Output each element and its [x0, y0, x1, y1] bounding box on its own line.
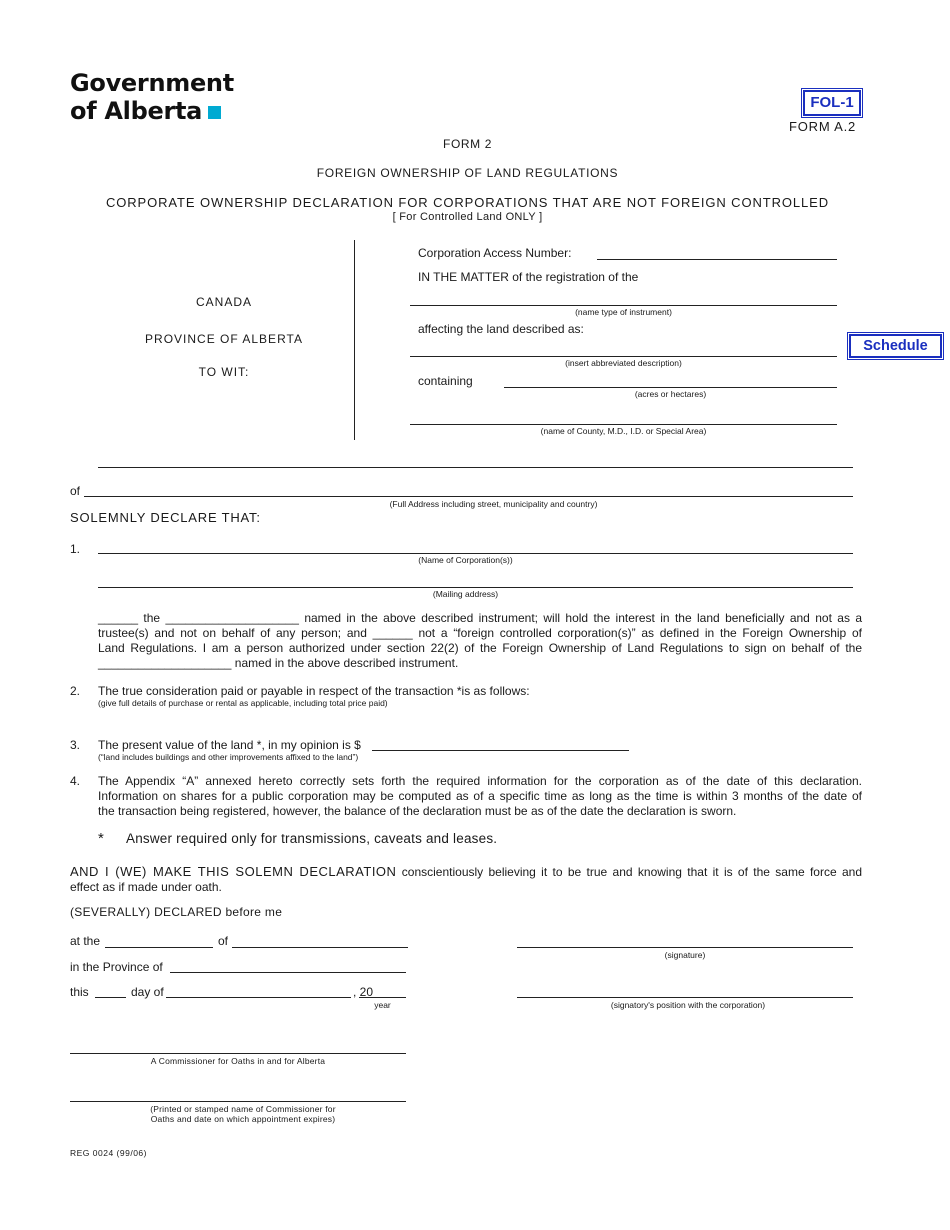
vertical-divider — [354, 240, 355, 440]
item-4-paragraph — [98, 774, 862, 819]
land-value-field[interactable] — [372, 750, 629, 751]
year-field[interactable] — [359, 997, 406, 998]
at-the-field[interactable] — [105, 947, 213, 948]
province-field[interactable] — [170, 972, 406, 973]
mailing-caption: (Mailing address) — [432, 589, 499, 599]
signature-caption: (signature) — [664, 950, 706, 960]
to-wit-label: TO WIT: — [198, 365, 250, 379]
closing-rest-1: conscientiously believing it to be true and knowing that it is of the same force and — [401, 865, 862, 879]
affecting-label: affecting the land described as: — [418, 322, 584, 336]
footer-code: REG 0024 (99/06) — [70, 1148, 147, 1158]
year-caption: year — [374, 1000, 391, 1010]
printed-name-caption — [70, 1104, 416, 1124]
form-a2-label: FORM A.2 — [789, 119, 857, 134]
severally-declared: (SEVERALLY) DECLARED before me — [70, 905, 283, 919]
solemnly-declare-heading: SOLEMNLY DECLARE THAT: — [70, 510, 261, 525]
closing-line-1 — [70, 864, 862, 880]
land-description-field[interactable] — [410, 356, 837, 357]
access-number-label: Corporation Access Number: — [418, 246, 572, 260]
in-the-matter-text: IN THE MATTER of the registration of the — [418, 270, 639, 284]
of-place-label: of — [218, 934, 229, 948]
province-label: PROVINCE OF ALBERTA — [145, 332, 303, 346]
item-4-number: 4. — [70, 774, 81, 788]
closing-lead: AND I (WE) MAKE THIS SOLEMN DECLARATION — [70, 864, 397, 879]
day-of-label: day of — [131, 985, 164, 999]
mailing-address-field[interactable] — [98, 587, 853, 588]
in-province-label: in the Province of — [70, 960, 163, 974]
canada-label: CANADA — [195, 295, 252, 309]
county-field[interactable] — [410, 424, 837, 425]
access-number-field[interactable] — [597, 259, 837, 260]
item-4-line-3: the transaction being registered, however, the balance of the declaration must be as of the date the declaration is sworn. — [98, 804, 737, 818]
note-text: Answer required only for transmissions, caveats and leases. — [126, 831, 498, 846]
item-2-caption: (give full details of purchase or rental as applicable, including total price paid) — [98, 698, 388, 708]
signature-field[interactable] — [517, 947, 853, 948]
item-1-line-2: trustee(s) and not on behalf of any person; and ______ not a “foreign controlled corporation(s)” as defined in the Foreign Ownership of — [98, 626, 862, 640]
declarant-address-field[interactable] — [84, 496, 853, 497]
year-prefix: , 20 — [353, 985, 374, 999]
declarant-name-field[interactable] — [98, 467, 853, 468]
of-label: of — [70, 484, 81, 498]
commissioner-caption: A Commissioner for Oaths in and for Alberta — [150, 1056, 326, 1066]
item-3-text: The present value of the land *, in my opinion is $ — [98, 738, 361, 752]
printed-name-line-2: Oaths and date on which appointment expires) — [150, 1114, 336, 1124]
item-1-paragraph — [98, 611, 862, 671]
month-field[interactable] — [166, 997, 351, 998]
item-4-line-2: Information on shares for a public corporation may be computed as of a specific time as long as the time is within 3 months of the date of — [98, 789, 862, 803]
logo-line-2 — [70, 97, 234, 125]
note-asterisk: * — [98, 830, 104, 847]
item-1-line-4: ____________________ named in the above described instrument. — [98, 656, 459, 670]
declaration-subtitle: [ For Controlled Land ONLY ] — [392, 211, 543, 223]
logo-square-icon — [208, 106, 221, 119]
item-3-caption: (“land includes buildings and other improvements affixed to the land”) — [98, 752, 359, 762]
declaration-title: CORPORATE OWNERSHIP DECLARATION FOR CORPORATIONS THAT ARE NOT FOREIGN CONTROLLED — [105, 195, 830, 210]
closing-paragraph — [70, 864, 862, 895]
logo-line-2-text: of Alberta — [70, 97, 203, 125]
corporation-name-field[interactable] — [98, 553, 853, 554]
fol-1-button[interactable]: FOL-1 — [803, 90, 861, 116]
acres-caption: (acres or hectares) — [634, 389, 707, 399]
address-caption: (Full Address including street, municipality and country) — [389, 499, 598, 509]
acres-field[interactable] — [504, 387, 837, 388]
containing-label: containing — [418, 374, 473, 388]
commissioner-signature-field[interactable] — [70, 1053, 406, 1054]
government-of-alberta-logo — [70, 69, 234, 125]
item-2-number: 2. — [70, 684, 81, 698]
instrument-caption: (name type of instrument) — [575, 307, 672, 317]
item-1-line-1: ______ the ____________________ named in the above described instrument; will hold the interest in the land beneficially and not as a — [98, 611, 862, 625]
corporation-caption: (Name of Corporation(s)) — [418, 555, 513, 565]
at-the-label: at the — [70, 934, 101, 948]
item-3-number: 3. — [70, 738, 81, 752]
item-1-line-3: Land Regulations. I am a person authorized under section 22(2) of the Foreign Ownership of Land Regulations to sign on behalf of the — [98, 641, 862, 655]
this-label: this — [70, 985, 89, 999]
instrument-type-field[interactable] — [410, 305, 837, 306]
logo-line-1: Government — [70, 69, 234, 97]
item-1-number: 1. — [70, 542, 81, 556]
schedule-button[interactable]: Schedule — [849, 334, 942, 358]
description-caption: (insert abbreviated description) — [565, 358, 682, 368]
commissioner-name-field[interactable] — [70, 1101, 406, 1102]
of-place-field[interactable] — [232, 947, 408, 948]
form-number: FORM 2 — [443, 137, 492, 151]
closing-line-2: effect as if made under oath. — [70, 880, 222, 894]
regulation-title: FOREIGN OWNERSHIP OF LAND REGULATIONS — [316, 166, 619, 180]
printed-name-line-1: (Printed or stamped name of Commissioner for — [150, 1104, 336, 1114]
item-2-text: The true consideration paid or payable in respect of the transaction *is as follows: — [98, 684, 530, 698]
county-caption: (name of County, M.D., I.D. or Special Area) — [540, 426, 707, 436]
day-field[interactable] — [95, 997, 126, 998]
item-4-line-1: The Appendix “A” annexed hereto correctly sets forth the required information for the corporation as of the date of this declaration. — [98, 774, 862, 788]
signatory-position-field[interactable] — [517, 997, 853, 998]
position-caption: (signatory's position with the corporation) — [610, 1000, 766, 1010]
